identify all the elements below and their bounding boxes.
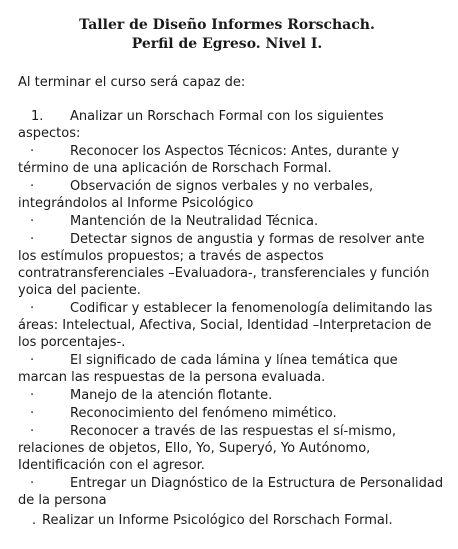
list-item-text: Observación de signos verbales y no verbales, integrándolos al Informe Psicológico	[18, 179, 374, 211]
list-item-text: Entregar un Diagnóstico de la Estructura de Personalidad de la persona	[18, 476, 444, 508]
list-item-text: Analizar un Rorschach Formal con los siguientes aspectos:	[18, 109, 384, 141]
list-item-text: Reconocimiento del fenómeno mimético.	[70, 406, 337, 421]
objectives-list	[18, 108, 446, 529]
list-item	[18, 405, 446, 422]
title-line-2: Perfil de Egreso. Nivel I.	[131, 36, 323, 52]
list-item	[18, 352, 446, 386]
bullet-marker: ·	[30, 144, 35, 159]
list-item-text: Realizar un Informe Psicológico del Rorschach Formal.	[42, 513, 393, 528]
bullet-marker: ·	[30, 424, 35, 439]
list-item	[18, 475, 446, 509]
bullet-marker: ·	[30, 301, 35, 316]
bullet-marker: ·	[30, 179, 35, 194]
intro-text: Al terminar el curso será capaz de:	[18, 75, 246, 90]
list-item	[18, 387, 446, 404]
list-item-text: El significado de cada lámina y línea temática que marcan las respuestas de la persona evaluada.	[18, 353, 398, 385]
title-line-1: Taller de Diseño Informes Rorschach.	[79, 17, 375, 33]
list-item	[18, 143, 446, 177]
list-marker: .	[32, 513, 37, 528]
bullet-marker: ·	[30, 476, 35, 491]
list-item	[18, 231, 446, 299]
document-title	[18, 16, 446, 54]
list-item-text: Manejo de la atención flotante.	[70, 388, 273, 403]
bullet-marker: ·	[30, 388, 35, 403]
list-item-text: Codificar y establecer la fenomenología delimitando las áreas: Intelectual, Afectiva, Social, Identidad –Interpretacion de los porcentajes-.	[18, 301, 433, 350]
list-item-text: Reconocer a través de las respuestas el sí-mismo, relaciones de objetos, Ello, Yo, Superyó, Yo Autónomo, Identificación con el agresor.	[18, 424, 397, 473]
list-item-text: Detectar signos de angustia y formas de resolver ante los estímulos propuestos; a través de aspectos contratransferenciales –Evaluadora-, transferenciales y función yoica del paciente.	[18, 232, 430, 298]
list-item-text: Mantención de la Neutralidad Técnica.	[70, 214, 319, 229]
list-marker: 1.	[31, 109, 44, 124]
list-item	[18, 108, 446, 142]
list-item	[18, 178, 446, 212]
list-item	[18, 213, 446, 230]
bullet-marker: ·	[30, 214, 35, 229]
list-item-text: Reconocer los Aspectos Técnicos: Antes, durante y término de una aplicación de Rorschach Formal.	[18, 144, 400, 176]
list-item	[18, 300, 446, 351]
bullet-marker: ·	[30, 406, 35, 421]
bullet-marker: ·	[30, 353, 35, 368]
list-item	[18, 512, 446, 529]
bullet-marker: ·	[30, 232, 35, 247]
list-item	[18, 423, 446, 474]
